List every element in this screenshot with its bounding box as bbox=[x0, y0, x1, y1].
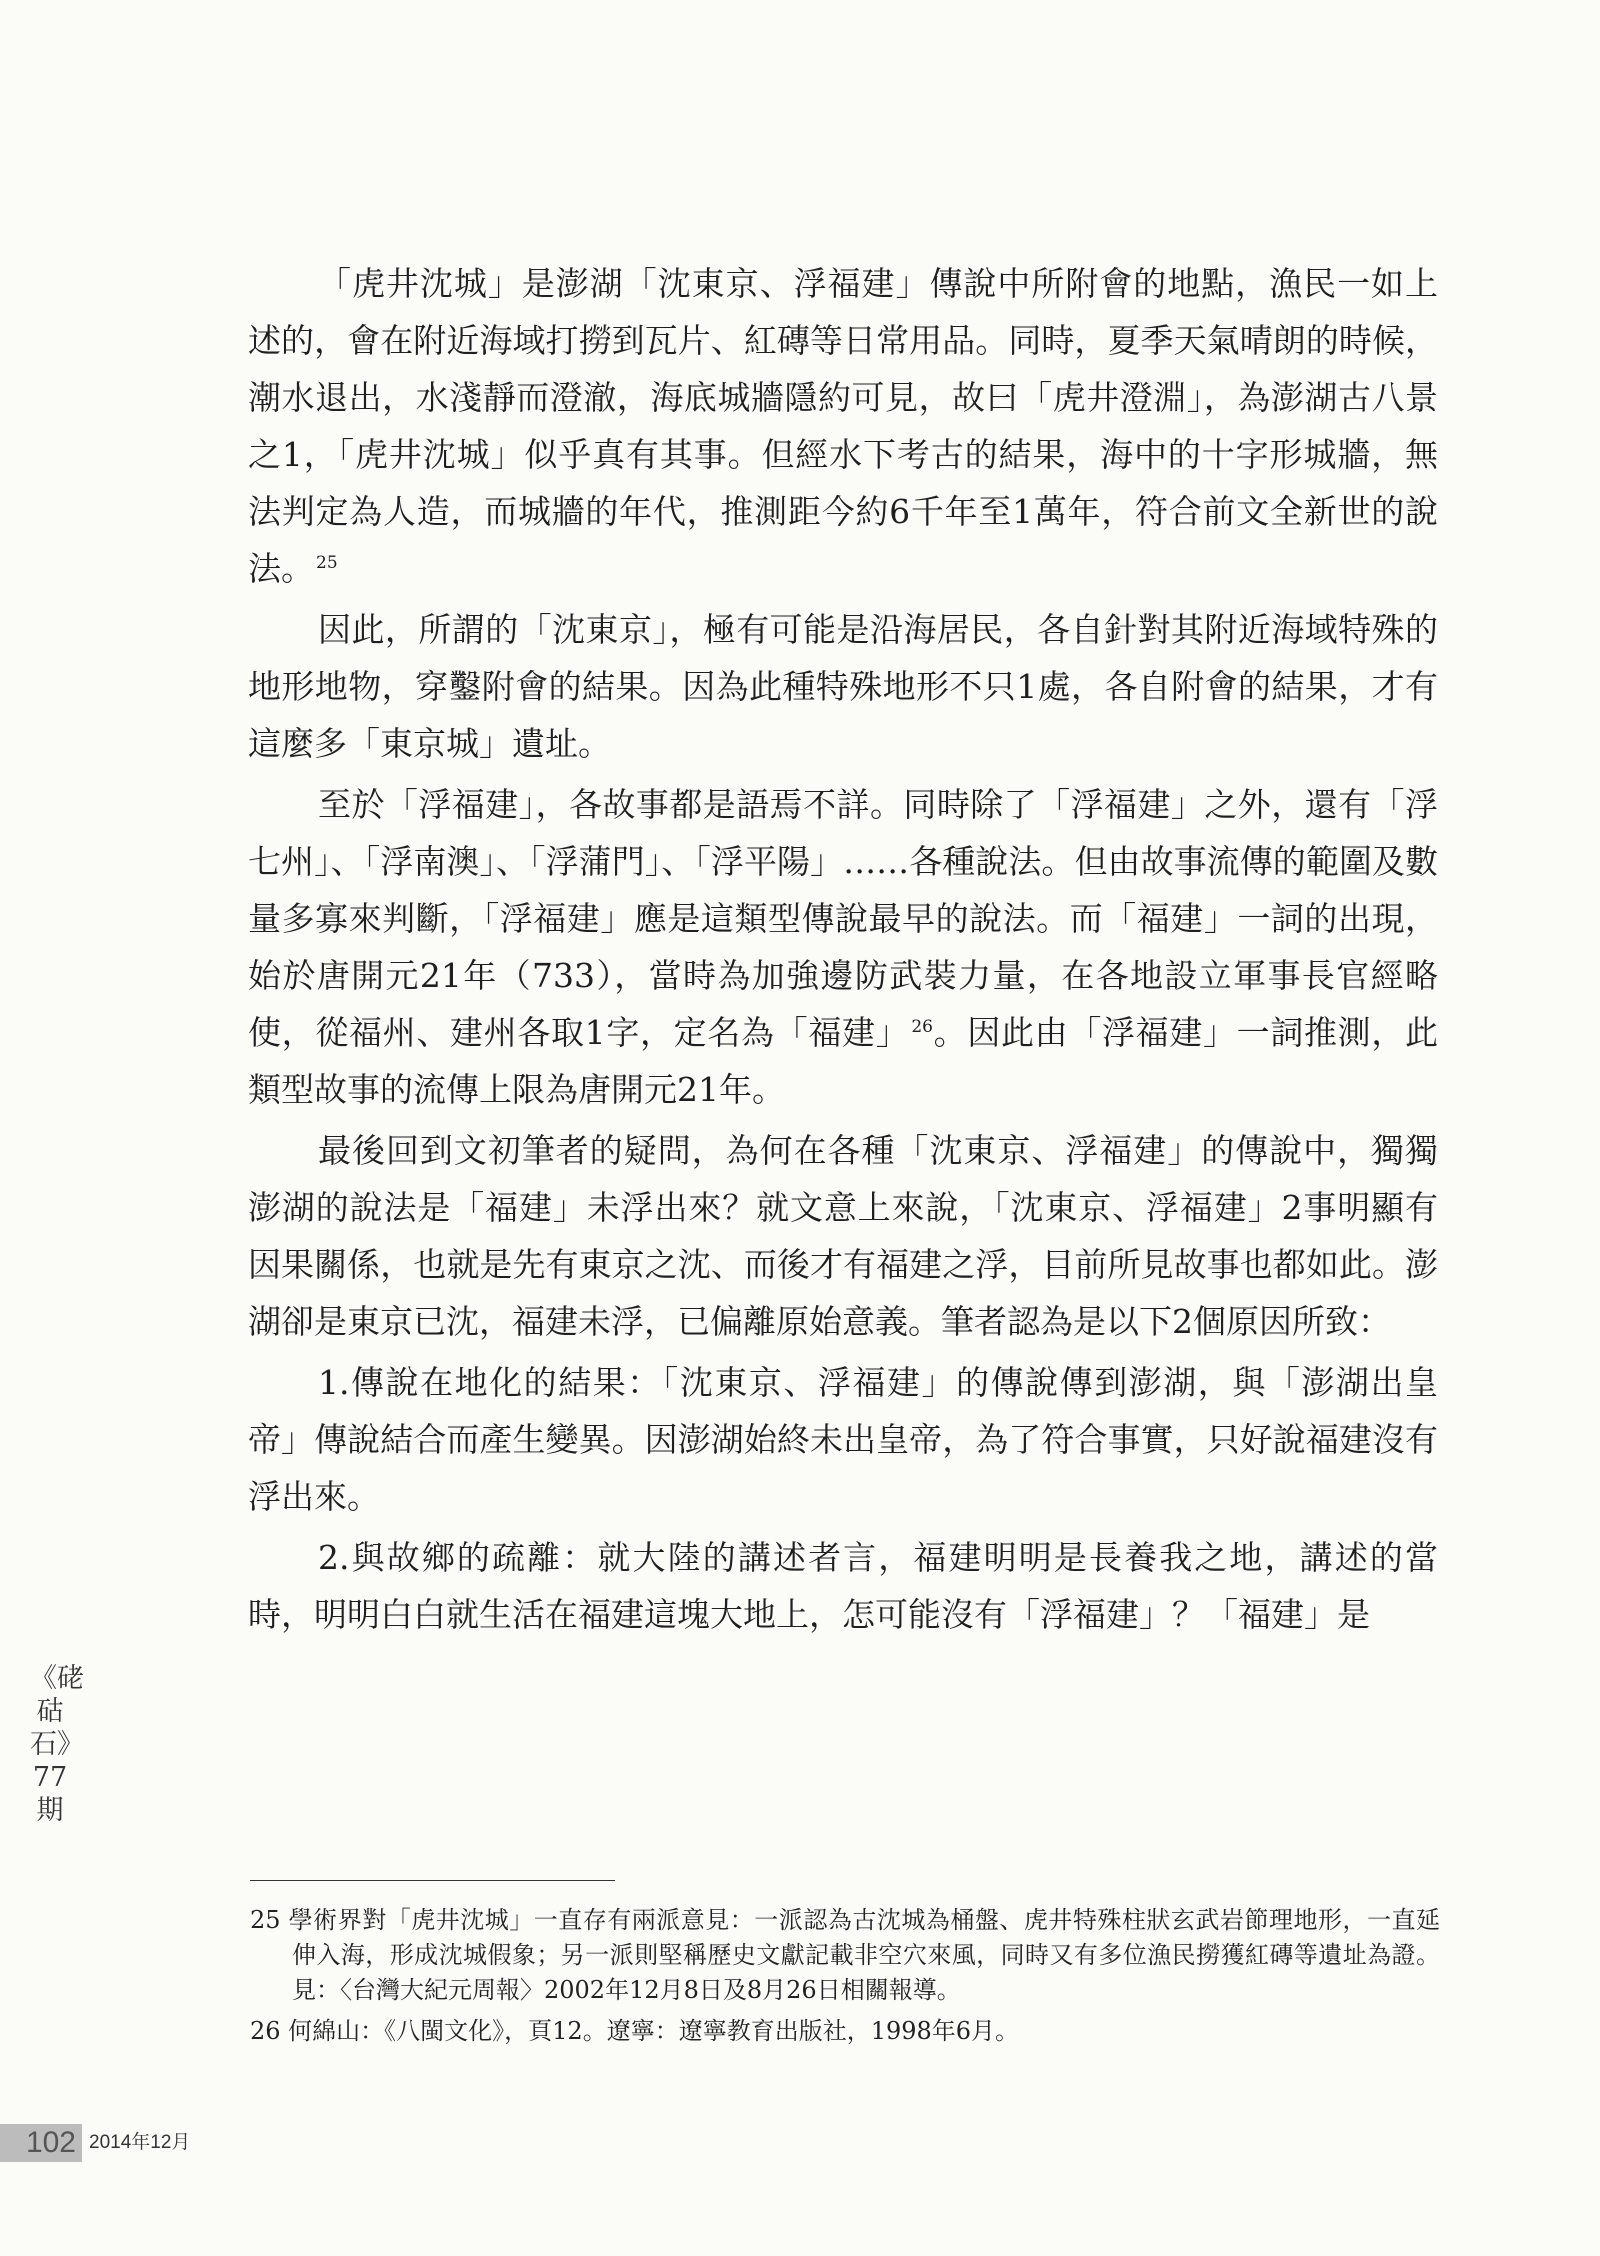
paragraph-6: 2.與故鄉的疏離：就大陸的講述者言，福建明明是長養我之地，講述的當時，明明白白就生活在福建這塊大地上，怎可能沒有「浮福建」？「福建」是 bbox=[248, 1538, 1438, 1634]
footnote-25: 25 學術界對「虎井沈城」一直存有兩派意見：一派認為古沈城為桶盤、虎井特殊柱狀玄武岩節理地形，一直延伸入海，形成沈城假象；另一派則堅稱歷史文獻記載非空穴來風，同時又有多位漁民撈獲紅磚等遺址為證。見：〈台灣大紀元周報〉2002年12月8日及8月26日相關報導。 bbox=[250, 1906, 1440, 2004]
paragraph-1-text: 「虎井沈城」是澎湖「沈東京、浮福建」傳說中所附會的地點，漁民一如上述的，會在附近海域打撈到瓦片、紅磚等日常用品。同時，夏季天氣晴朗的時候，潮水退出，水淺靜而澄澈，海底城牆隱約可見，故曰「虎井澄淵」，為澎湖古八景之1，「虎井沈城」似乎真有其事。但經水下考古的結果，海中的十字形城牆，無法判定為人造，而城牆的年代，推測距今約6千年至1萬年，符合前文全新世的說法。 bbox=[248, 264, 1438, 588]
journal-name: 《硓𥑮石》77期 bbox=[30, 1663, 84, 1826]
paragraph-1 bbox=[248, 255, 1438, 597]
paragraph-2: 因此，所謂的「沈東京」，極有可能是沿海居民，各自針對其附近海域特殊的地形地物，穿鑿附會的結果。因為此種特殊地形不只1處，各自附會的結果，才有這麼多「東京城」遺址。 bbox=[248, 610, 1438, 763]
body-text bbox=[248, 255, 1438, 1643]
paragraph-3 bbox=[248, 776, 1438, 1118]
issue-date: 2014年12月 bbox=[89, 2132, 191, 2153]
paragraph-3-text-b: 。因此由「浮福建」一詞推測，此類型故事的流傳上限為唐開元21年。 bbox=[248, 1013, 1438, 1109]
paragraph-5: 1.傳說在地化的結果：「沈東京、浮福建」的傳說傳到澎湖，與「澎湖出皇帝」傳說結合而產生變異。因澎湖始終未出皇帝，為了符合事實，只好說福建沒有浮出來。 bbox=[248, 1363, 1438, 1516]
paragraph-4: 最後回到文初筆者的疑問，為何在各種「沈東京、浮福建」的傳說中，獨獨澎湖的說法是「福建」未浮出來？就文意上來說，「沈東京、浮福建」2事明顯有因果關係，也就是先有東京之沈、而後才有福建之浮，目前所見故事也都如此。澎湖卻是東京已沈，福建未浮，已偏離原始意義。筆者認為是以下2個原因所致： bbox=[248, 1131, 1438, 1341]
page-number: 102 bbox=[0, 2124, 82, 2162]
footnote-26: 26 何綿山：《八閩文化》，頁12。遼寧：遼寧教育出版社，1998年6月。 bbox=[250, 2017, 1020, 2045]
footnote-divider bbox=[250, 1880, 615, 1881]
footnotes bbox=[250, 1903, 1440, 2055]
footnote-ref-26[interactable]: 26 bbox=[911, 1017, 933, 1037]
paragraph-3-text-a: 至於「浮福建」，各故事都是語焉不詳。同時除了「浮福建」之外，還有「浮七州」、「浮南澳」、「浮蒲門」、「浮平陽」……各種說法。但由故事流傳的範圍及數量多寡來判斷，「浮福建」應是這類型傳說最早的說法。而「福建」一詞的出現，始於唐開元21年（733），當時為加強邊防武裝力量，在各地設立軍事長官經略使，從福州、建州各取1字，定名為「福建」 bbox=[248, 785, 1438, 1052]
footnote-ref-25[interactable]: 25 bbox=[316, 553, 338, 573]
